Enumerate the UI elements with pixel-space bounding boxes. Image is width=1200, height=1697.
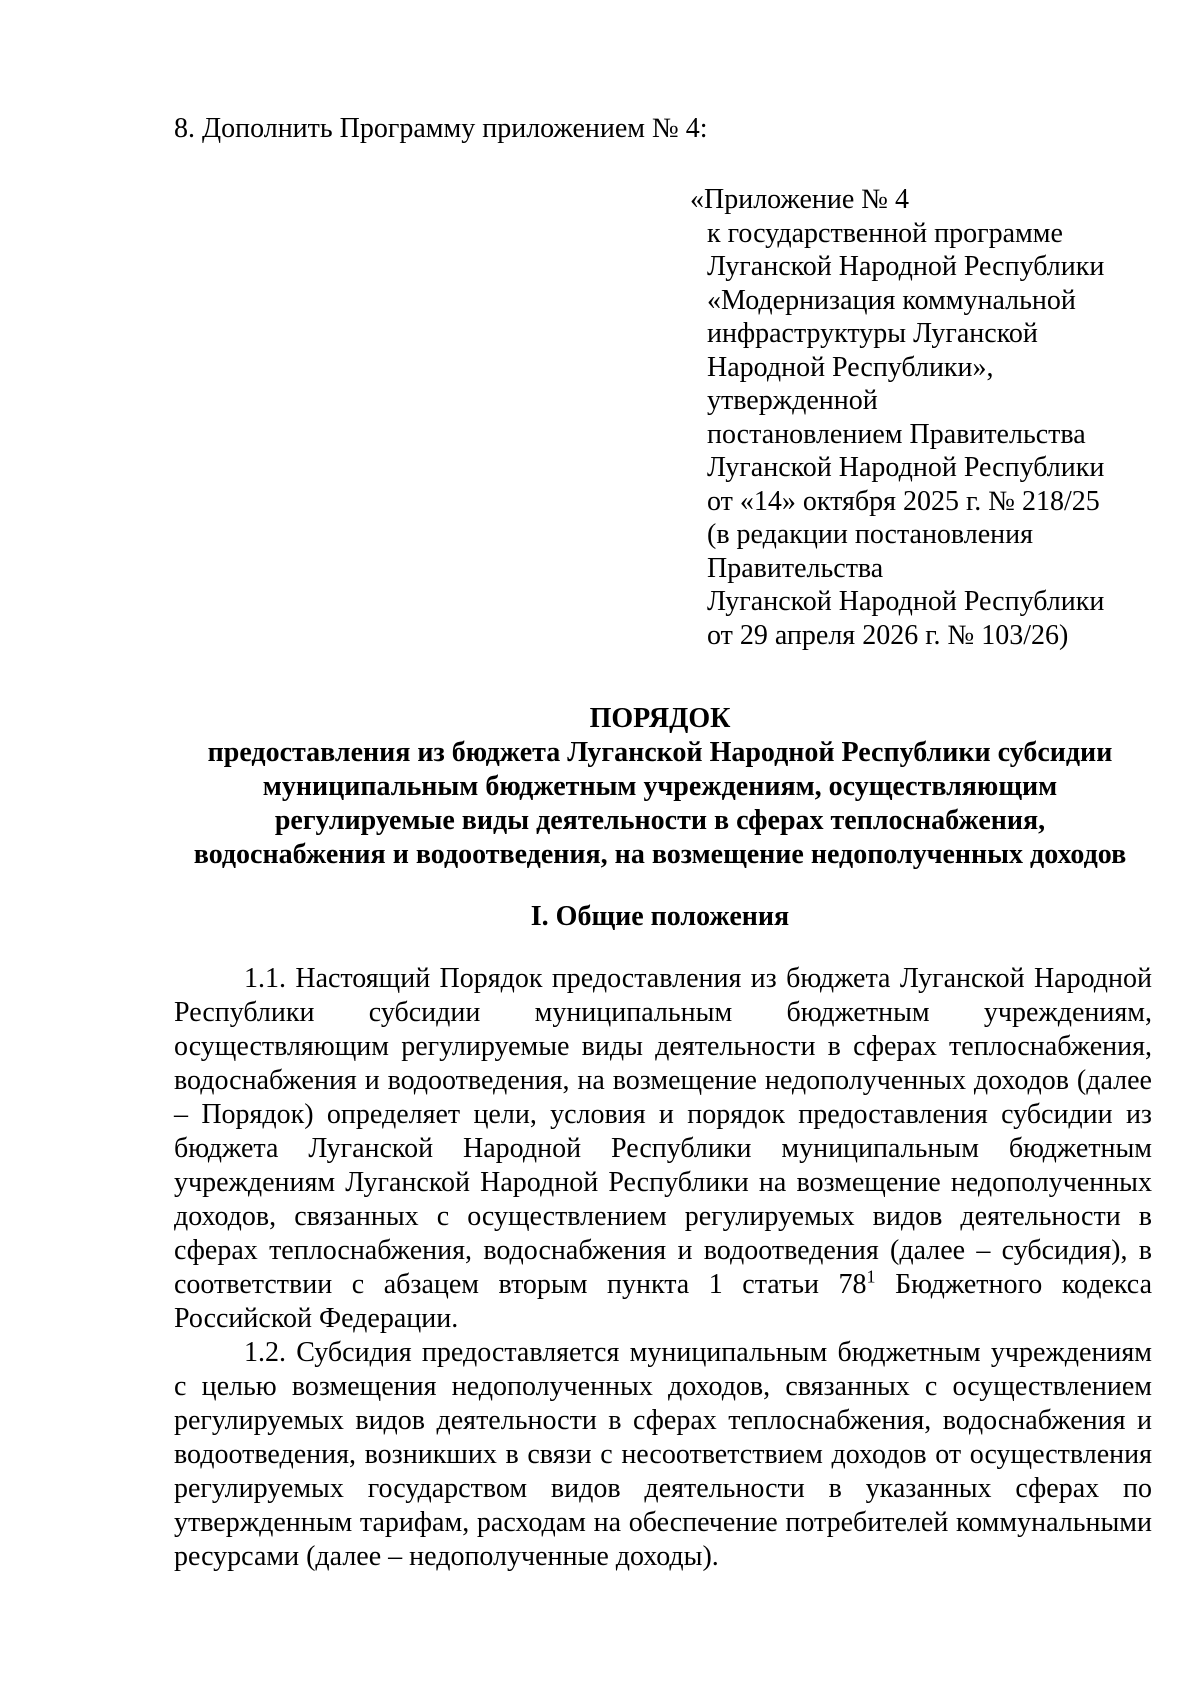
paragraph-1-1 [174, 962, 1152, 1336]
appendix-header [690, 183, 1104, 652]
title-line: регулируемые виды деятельности в сферах теплоснабжения, [274, 805, 1046, 836]
appendix-line: «Приложение № 4 [690, 184, 909, 215]
appendix-line: «Модернизация коммунальной [707, 284, 1076, 316]
appendix-line: Луганской Народной Республики [707, 586, 1105, 617]
section-heading: I. Общие положения [530, 901, 790, 932]
title-line: муниципальным бюджетным учреждениям, осуществляющим [262, 771, 1058, 802]
paragraph-text: Субсидия предоставляется муниципальным бюджетным учреждениям с целью возмещения недополученных доходов, связанных с осуществлением регулируемых видов деятельности в сферах теплоснабжения, водоснабжения и водоотведения, возникших в связи с несоответствием доходов от осуществления регулируемых государством видов деятельности в указанных сферах по утвержденным тарифам, расходам на обеспечение потребителей коммунальными ресурсами (далее – недополученные доходы). [174, 1337, 1153, 1572]
paragraph-tail: Бюджетного кодекса Российской Федерации. [174, 1269, 1153, 1334]
section-body [174, 962, 1152, 1574]
appendix-line: инфраструктуры Луганской [707, 318, 1038, 349]
appendix-line: от 29 апреля 2026 г. № 103/26) [707, 619, 1069, 651]
appendix-line: (в редакции постановления [707, 519, 1034, 550]
appendix-line: к государственной программе [707, 217, 1063, 249]
appendix-line: постановлением Правительства [707, 418, 1086, 450]
appendix-line: Луганской Народной Республики [707, 452, 1105, 483]
paragraph-1-2 [174, 1336, 1152, 1574]
appendix-line: от «14» октября 2025 г. № 218/25 [707, 485, 1100, 517]
title-line: предоставления из бюджета Луганской Народной Республики субсидии [207, 737, 1113, 768]
superscript-mark: 1 [866, 1266, 876, 1287]
paragraph-text: Настоящий Порядок предоставления из бюджета Луганской Народной Республики субсидии муниципальным бюджетным учреждениям, осуществляющим регулируемые виды деятельности в сферах теплоснабжения, водоснабжения и водоотведения, на возмещение недополученных доходов (далее – Порядок) определяет цели, условия и порядок предоставления субсидии из бюджета Луганской Народной Республики муниципальным бюджетным учреждениям Луганской Народной Республики на возмещение недополученных доходов, связанных с осуществлением регулируемых видов деятельности в сферах теплоснабжения, водоснабжения и водоотведения (далее – субсидия), в соответствии с абзацем вторым пункта 1 статьи 78 [174, 963, 1153, 1300]
appendix-line: Народной Республики», [707, 351, 994, 383]
appendix-line: Луганской Народной Республики [707, 251, 1105, 282]
amendment-intro: 8. Дополнить Программу приложением № 4: [174, 113, 708, 144]
title-line: водоснабжения и водоотведения, на возмещение недополученных доходов [193, 839, 1127, 870]
paragraph-number: 1.2. [244, 1337, 286, 1368]
appendix-line: Правительства [707, 552, 884, 584]
title-heading: ПОРЯДОК [589, 703, 731, 734]
document-title [170, 702, 1150, 872]
paragraph-number: 1.1. [244, 963, 286, 994]
appendix-line: утвержденной [707, 385, 878, 416]
